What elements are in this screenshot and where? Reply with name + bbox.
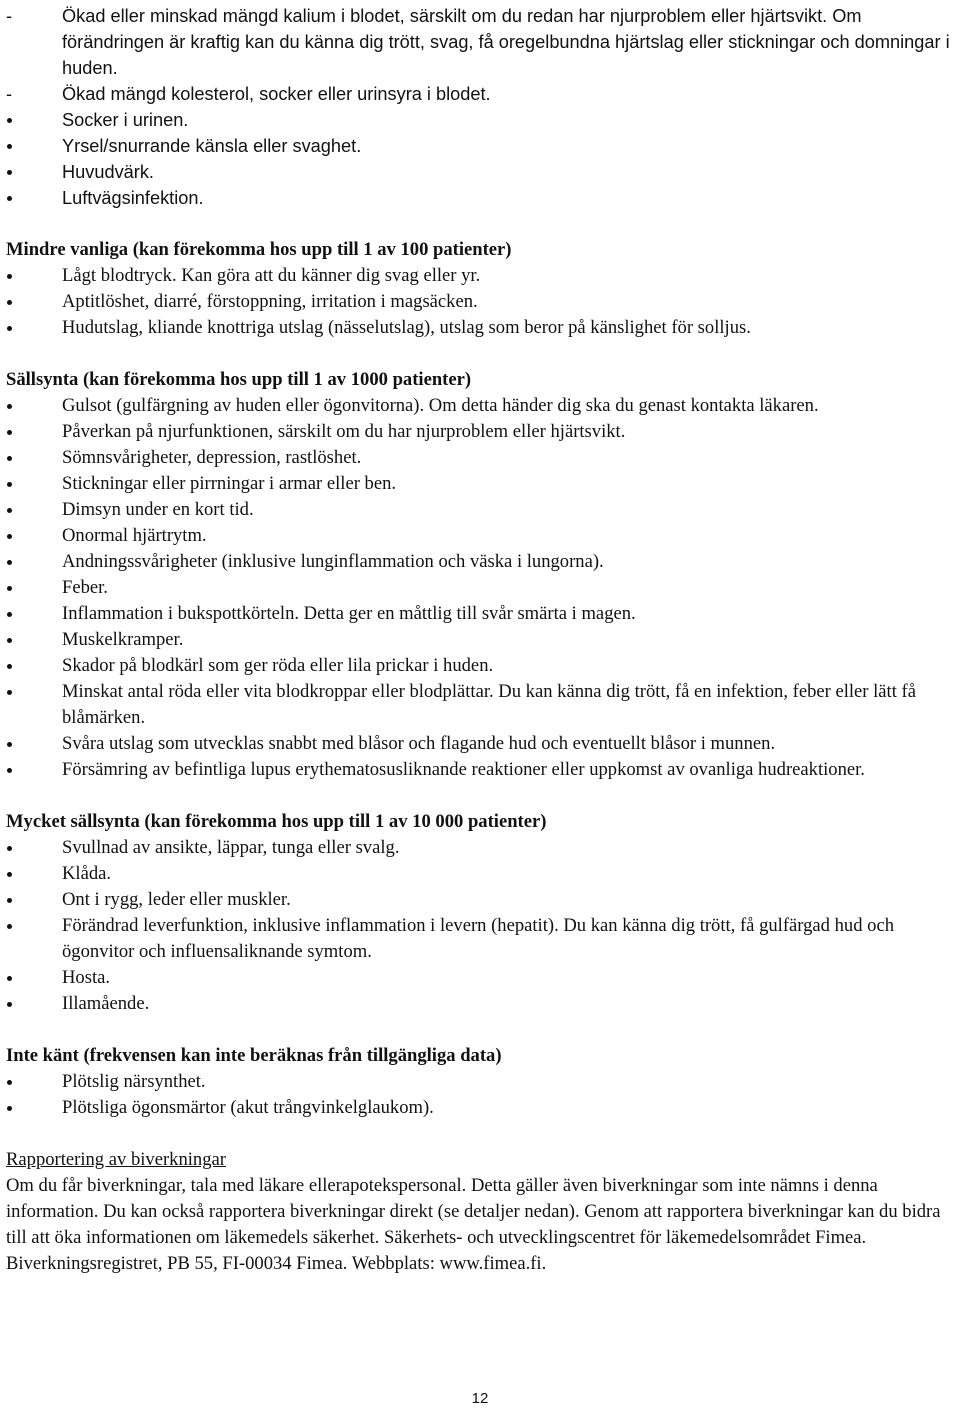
- very-rare-section: [0, 809, 956, 1017]
- list-item: Muskelkramper.: [0, 627, 956, 653]
- list-item: Hudutslag, kliande knottriga utslag (nässelutslag), utslag som beror på känslighet för solljus.: [0, 315, 956, 341]
- dash-item-text: Ökad mängd kolesterol, socker eller urinsyra i blodet.: [62, 84, 491, 104]
- list-item: Andningssvårigheter (inklusive lunginflammation och väska i lungorna).: [0, 549, 956, 575]
- section-heading: Mycket sällsynta (kan förekomma hos upp till 1 av 10 000 patienter): [6, 811, 547, 832]
- list-item: Onormal hjärtrytm.: [0, 523, 956, 549]
- page-number: 12: [471, 1390, 489, 1407]
- list-item: Plötsliga ögonsmärtor (akut trångvinkelglaukom).: [0, 1095, 956, 1121]
- list-item: Inflammation i bukspottkörteln. Detta ger en måttlig till svår smärta i magen.: [0, 601, 956, 627]
- list-item: Hosta.: [0, 965, 956, 991]
- dash-marker: -: [6, 84, 13, 104]
- list-item: Luftvägsinfektion.: [0, 185, 956, 211]
- dash-item-cholesterol: [0, 81, 956, 107]
- list-item: Svullnad av ansikte, läppar, tunga eller svalg.: [0, 835, 956, 861]
- list-item: Lågt blodtryck. Kan göra att du känner dig svag eller yr.: [0, 263, 956, 289]
- section-heading: Sällsynta (kan förekomma hos upp till 1 av 1000 patienter): [6, 369, 472, 390]
- list-item: Svåra utslag som utvecklas snabbt med blåsor och flagande hud och eventuellt blåsor i munnen.: [0, 731, 956, 757]
- list-item: Aptitlöshet, diarré, förstoppning, irritation i magsäcken.: [0, 289, 956, 315]
- list-item: Minskat antal röda eller vita blodkroppar eller blodplättar. Du kan känna dig trött, få en infektion, feber eller lätt få blåmärken.: [0, 679, 956, 731]
- list-item: Sömnsvårigheter, depression, rastlöshet.: [0, 445, 956, 471]
- list-item: Plötslig närsynthet.: [0, 1069, 956, 1095]
- list-item: Huvudvärk.: [0, 159, 956, 185]
- rare-section: [0, 367, 956, 783]
- unknown-frequency-section: [0, 1043, 956, 1121]
- page-content: [0, 3, 956, 1277]
- reporting-body: Om du får biverkningar, tala med läkare ellerapotekspersonal. Detta gäller även biverkningar som inte nämns i denna information. Du kan också rapportera biverkningar direkt (se detaljer nedan). Genom att rapportera biverkningar kan du bidra till att öka informationen om läkemedels säkerhet. Säkerhets- och utvecklingscentret för läkemedelsområdet Fimea. Biverkningsregistret, PB 55, FI-00034 Fimea. Webbplats: www.fimea.fi.: [6, 1175, 941, 1274]
- list-item: Påverkan på njurfunktionen, särskilt om du har njurproblem eller hjärtsvikt.: [0, 419, 956, 445]
- list-item: Ont i rygg, leder eller muskler.: [0, 887, 956, 913]
- section-heading: Inte känt (frekvensen kan inte beräknas från tillgängliga data): [6, 1045, 502, 1066]
- list-item: Försämring av befintliga lupus erythematosusliknande reaktioner eller uppkomst av ovanliga hudreaktioner.: [0, 757, 956, 783]
- list-item: Feber.: [0, 575, 956, 601]
- reporting-title: Rapportering av biverkningar: [6, 1149, 226, 1170]
- list-item: Yrsel/snurrande känsla eller svaghet.: [0, 133, 956, 159]
- list-item: Klåda.: [0, 861, 956, 887]
- section-heading: Mindre vanliga (kan förekomma hos upp till 1 av 100 patienter): [6, 239, 512, 260]
- list-item: Dimsyn under en kort tid.: [0, 497, 956, 523]
- dash-marker: -: [6, 6, 13, 26]
- top-section: [0, 3, 956, 211]
- list-item: Stickningar eller pirrningar i armar eller ben.: [0, 471, 956, 497]
- list-item: Illamående.: [0, 991, 956, 1017]
- list-item: Skador på blodkärl som ger röda eller lila prickar i huden.: [0, 653, 956, 679]
- list-item: Socker i urinen.: [0, 107, 956, 133]
- list-item: Förändrad leverfunktion, inklusive inflammation i levern (hepatit). Du kan känna dig trött, få gulfärgad hud och ögonvitor och influensaliknande symtom.: [0, 913, 956, 965]
- dash-item-potassium: [0, 3, 956, 81]
- reporting-section: [0, 1147, 956, 1277]
- list-item: Gulsot (gulfärgning av huden eller ögonvitorna). Om detta händer dig ska du genast kontakta läkaren.: [0, 393, 956, 419]
- uncommon-section: [0, 237, 956, 341]
- dash-item-text: Ökad eller minskad mängd kalium i blodet, särskilt om du redan har njurproblem eller hjärtsvikt. Om förändringen är kraftig kan du känna dig trött, svag, få oregelbundna hjärtslag eller stickningar och domningar i huden.: [62, 6, 950, 78]
